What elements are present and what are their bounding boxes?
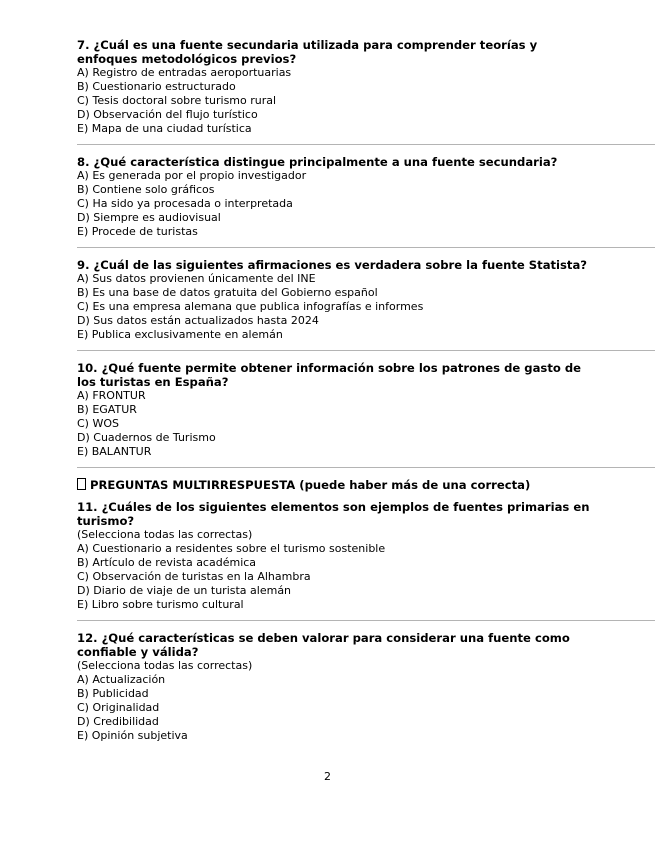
missing-glyph-icon (77, 478, 86, 490)
option-a: A) Sus datos provienen únicamente del INE (77, 272, 316, 285)
option-d: D) Cuadernos de Turismo (77, 431, 216, 444)
page-number: 2 (324, 770, 331, 783)
question-11 (77, 500, 655, 612)
option-a: A) Cuestionario a residentes sobre el turismo sostenible (77, 542, 386, 555)
question-10 (77, 361, 655, 459)
document-content (77, 38, 655, 743)
option-a: A) Es generada por el propio investigador (77, 169, 307, 182)
divider (77, 620, 655, 621)
option-a: A) Actualización (77, 673, 166, 686)
option-e: E) BALANTUR (77, 445, 152, 458)
divider (77, 144, 655, 145)
option-b: B) Artículo de revista académica (77, 556, 257, 569)
option-e: E) Opinión subjetiva (77, 729, 188, 742)
option-d: D) Observación del flujo turístico (77, 108, 258, 121)
option-c: C) Es una empresa alemana que publica infografías e informes (77, 300, 424, 313)
option-d: D) Sus datos están actualizados hasta 2024 (77, 314, 319, 327)
question-12 (77, 631, 655, 743)
option-b: B) Publicidad (77, 687, 149, 700)
section-heading-text: PREGUNTAS MULTIRRESPUESTA (puede haber más de una correcta) (90, 478, 531, 492)
option-c: C) WOS (77, 417, 119, 430)
question-title: 11. ¿Cuáles de los siguientes elementos son ejemplos de fuentes primarias en turismo? (77, 500, 590, 528)
option-e: E) Procede de turistas (77, 225, 198, 238)
section-heading (77, 478, 655, 492)
question-title: 7. ¿Cuál es una fuente secundaria utilizada para comprender teorías y enfoques metodológicos previos? (77, 38, 538, 66)
option-a: A) FRONTUR (77, 389, 146, 402)
option-e: E) Mapa de una ciudad turística (77, 122, 252, 135)
question-title: 9. ¿Cuál de las siguientes afirmaciones es verdadera sobre la fuente Statista? (77, 258, 588, 272)
option-a: A) Registro de entradas aeroportuarias (77, 66, 292, 79)
divider (77, 467, 655, 468)
option-d: D) Credibilidad (77, 715, 159, 728)
divider (77, 350, 655, 351)
option-c: C) Tesis doctoral sobre turismo rural (77, 94, 277, 107)
option-d: D) Diario de viaje de un turista alemán (77, 584, 292, 597)
option-c: C) Originalidad (77, 701, 160, 714)
question-title: 12. ¿Qué características se deben valorar para considerar una fuente como confiable y válida? (77, 631, 570, 659)
question-title: 10. ¿Qué fuente permite obtener información sobre los patrones de gasto de los turistas en España? (77, 361, 582, 389)
option-b: B) EGATUR (77, 403, 137, 416)
divider (77, 247, 655, 248)
option-c: C) Ha sido ya procesada o interpretada (77, 197, 293, 210)
option-b: B) Cuestionario estructurado (77, 80, 236, 93)
option-b: B) Contiene solo gráficos (77, 183, 215, 196)
option-c: C) Observación de turistas en la Alhambra (77, 570, 311, 583)
question-title: 8. ¿Qué característica distingue principalmente a una fuente secundaria? (77, 155, 558, 169)
question-note: (Selecciona todas las correctas) (77, 659, 253, 672)
question-7 (77, 38, 655, 136)
option-d: D) Siempre es audiovisual (77, 211, 221, 224)
option-e: E) Publica exclusivamente en alemán (77, 328, 283, 341)
question-9 (77, 258, 655, 342)
option-b: B) Es una base de datos gratuita del Gobierno español (77, 286, 378, 299)
question-8 (77, 155, 655, 239)
question-note: (Selecciona todas las correctas) (77, 528, 253, 541)
option-e: E) Libro sobre turismo cultural (77, 598, 244, 611)
